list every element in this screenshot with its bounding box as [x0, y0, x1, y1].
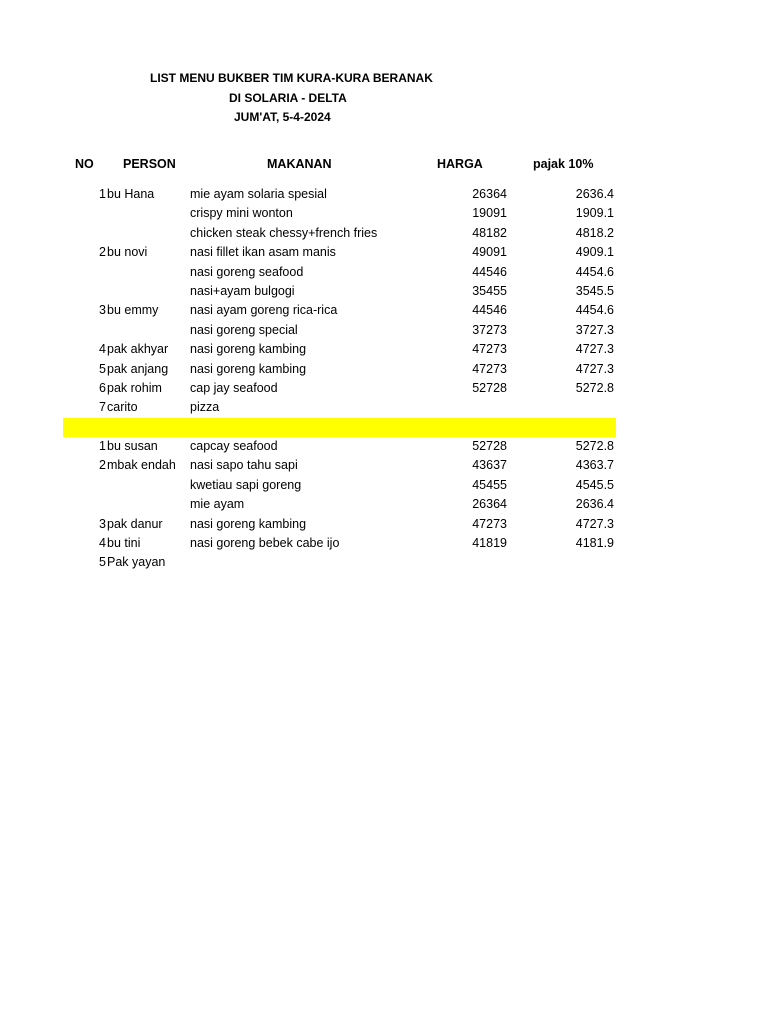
order-table: [0, 185, 768, 573]
table-row: [0, 553, 768, 572]
cell-person: pak akhyar: [107, 342, 169, 357]
cell-pajak: 2636.4: [575, 187, 614, 201]
highlighted-separator-row: [0, 418, 768, 437]
title-line-1: LIST MENU BUKBER TIM KURA-KURA BERANAK: [150, 71, 433, 85]
cell-harga: 41819: [472, 536, 507, 551]
cell-makanan: crispy mini wonton: [190, 206, 293, 221]
cell-person: bu tini: [107, 536, 141, 551]
cell-makanan: nasi+ayam bulgogi: [190, 283, 295, 298]
cell-makanan: nasi fillet ikan asam manis: [190, 245, 336, 260]
cell-person: pak danur: [107, 516, 163, 531]
table-row: [0, 456, 768, 475]
title-line-3: JUM'AT, 5-4-2024: [234, 110, 331, 124]
cell-harga: 49091: [472, 245, 507, 260]
table-row: [0, 437, 768, 456]
cell-pajak: 2636.4: [575, 497, 614, 512]
cell-person: bu susan: [107, 439, 158, 454]
cell-harga: 35455: [472, 283, 507, 298]
cell-makanan: chicken steak chessy+french fries: [190, 225, 378, 240]
cell-makanan: cap jay seafood: [190, 380, 278, 395]
cell-harga: 45455: [472, 477, 507, 492]
cell-makanan: pizza: [190, 400, 220, 415]
table-row: [0, 515, 768, 534]
table-row: [0, 495, 768, 514]
cell-no: 5: [99, 555, 106, 570]
cell-pajak: 1909.1: [575, 206, 614, 221]
title-line-2: DI SOLARIA - DELTA: [229, 91, 347, 105]
cell-no: 7: [99, 400, 106, 415]
cell-no: 1: [99, 439, 106, 454]
table-row: [0, 282, 768, 301]
cell-no: 3: [99, 303, 106, 318]
cell-makanan: mie ayam: [190, 497, 245, 512]
table-row: [0, 224, 768, 243]
cell-person: carito: [107, 400, 138, 415]
cell-makanan: nasi goreng kambing: [190, 342, 307, 357]
cell-makanan: nasi goreng special: [190, 322, 298, 337]
cell-person: bu Hana: [107, 187, 155, 201]
cell-pajak: 4727.3: [575, 361, 614, 376]
cell-pajak: 5272.8: [575, 439, 614, 454]
cell-makanan: nasi sapo tahu sapi: [190, 458, 298, 473]
cell-harga: 43637: [472, 458, 507, 473]
cell-no: 4: [99, 536, 106, 551]
cell-person: Pak yayan: [107, 555, 166, 570]
cell-makanan: nasi ayam goreng rica-rica: [190, 303, 338, 318]
cell-no: 5: [99, 361, 106, 376]
cell-pajak: 4363.7: [575, 458, 614, 473]
table-row: [0, 301, 768, 320]
cell-makanan: nasi goreng kambing: [190, 516, 307, 531]
column-header-pajak: pajak 10%: [533, 157, 594, 171]
column-header-makanan: MAKANAN: [267, 157, 332, 171]
table-row: [0, 185, 768, 204]
cell-harga: 47273: [472, 361, 507, 376]
cell-harga: 52728: [472, 439, 507, 454]
table-row: [0, 204, 768, 223]
table-row: [0, 263, 768, 282]
cell-no: 3: [99, 516, 106, 531]
cell-makanan: capcay seafood: [190, 439, 278, 454]
cell-makanan: nasi goreng kambing: [190, 361, 307, 376]
cell-harga: 47273: [472, 342, 507, 357]
cell-person: pak rohim: [107, 380, 162, 395]
cell-pajak: 4181.9: [575, 536, 614, 551]
cell-harga: 48182: [472, 225, 507, 240]
table-row: [0, 340, 768, 359]
table-row: [0, 379, 768, 398]
cell-harga: 44546: [472, 264, 507, 279]
cell-pajak: 3545.5: [575, 283, 614, 298]
table-row: [0, 534, 768, 553]
cell-person: bu novi: [107, 245, 148, 260]
cell-harga: 47273: [472, 516, 507, 531]
cell-no: 2: [99, 458, 106, 473]
cell-no: 6: [99, 380, 106, 395]
cell-person: mbak endah: [107, 458, 176, 473]
table-row: [0, 243, 768, 262]
cell-harga: 37273: [472, 322, 507, 337]
cell-pajak: 4818.2: [575, 225, 614, 240]
cell-pajak: 4727.3: [575, 516, 614, 531]
cell-no: 2: [99, 245, 106, 260]
cell-harga: 19091: [472, 206, 507, 221]
column-header-person: PERSON: [123, 157, 176, 171]
cell-makanan: nasi goreng seafood: [190, 264, 304, 279]
cell-makanan: kwetiau sapi goreng: [190, 477, 302, 492]
cell-pajak: 4454.6: [575, 264, 614, 279]
cell-harga: 26364: [472, 187, 507, 201]
cell-person: bu emmy: [107, 303, 159, 318]
table-row: [0, 398, 768, 417]
table-row: [0, 321, 768, 340]
cell-person: pak anjang: [107, 361, 169, 376]
cell-makanan: nasi goreng bebek cabe ijo: [190, 536, 340, 551]
cell-harga: 26364: [472, 497, 507, 512]
cell-pajak: 4727.3: [575, 342, 614, 357]
cell-makanan: mie ayam solaria spesial: [190, 187, 327, 201]
cell-pajak: 5272.8: [575, 380, 614, 395]
cell-pajak: 3727.3: [575, 322, 614, 337]
cell-no: 4: [99, 342, 106, 357]
column-header-harga: HARGA: [437, 157, 483, 171]
cell-harga: 52728: [472, 380, 507, 395]
column-header-no: NO: [75, 157, 94, 171]
cell-no: 1: [99, 187, 106, 201]
table-row: [0, 476, 768, 495]
cell-pajak: 4454.6: [575, 303, 614, 318]
cell-pajak: 4909.1: [575, 245, 614, 260]
cell-pajak: 4545.5: [575, 477, 614, 492]
cell-harga: 44546: [472, 303, 507, 318]
table-row: [0, 360, 768, 379]
